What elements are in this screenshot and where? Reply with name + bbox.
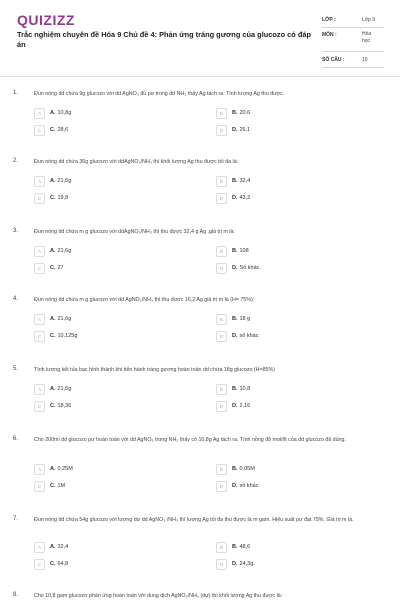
option-key: D. xyxy=(232,265,238,271)
option-letter-box: B xyxy=(216,384,227,395)
option-letter-box: C xyxy=(34,193,45,204)
option-key: B. xyxy=(232,178,238,184)
question-text: Đun nóng dd chứa m g glucozo với dd AgNO₃/NH₃ thì thu được 16,2 Ag giá trị m là (H= 75%): xyxy=(34,297,255,303)
answer-option-b[interactable] xyxy=(216,107,368,121)
option-key: A. xyxy=(50,178,56,184)
option-text: 28,6 xyxy=(57,127,69,133)
option-text: Số khác. xyxy=(239,265,261,271)
option-label xyxy=(232,386,250,392)
option-key: D. xyxy=(232,127,238,133)
option-label xyxy=(232,265,261,271)
answer-option-b[interactable] xyxy=(216,541,368,555)
option-label xyxy=(50,386,71,392)
answer-option-b[interactable] xyxy=(216,175,368,189)
option-text: 19,8 xyxy=(57,195,69,201)
option-text: 10,125g xyxy=(57,333,78,339)
answer-option-d[interactable] xyxy=(216,558,368,572)
option-key: C. xyxy=(50,333,56,339)
quizizz-logo: QUIZIZZ xyxy=(17,12,75,28)
option-key: A. xyxy=(50,248,56,254)
option-label xyxy=(232,195,250,201)
answer-option-d[interactable] xyxy=(216,262,368,276)
option-label xyxy=(50,561,68,567)
answer-option-b[interactable] xyxy=(216,245,368,259)
answer-option-a[interactable] xyxy=(34,313,186,327)
option-text: 10,8 xyxy=(239,386,251,392)
option-letter-box: C xyxy=(34,559,45,570)
option-letter-box: D xyxy=(216,559,227,570)
option-label xyxy=(50,110,71,116)
option-letter-box: D xyxy=(216,401,227,412)
option-label xyxy=(50,178,71,184)
answer-option-a[interactable] xyxy=(34,175,186,189)
option-letter-box: A xyxy=(34,464,45,475)
answer-option-c[interactable] xyxy=(34,124,186,138)
option-key: A. xyxy=(50,110,56,116)
option-label xyxy=(50,544,68,550)
option-text: 21,6g xyxy=(57,178,72,184)
question-number: 6. xyxy=(13,436,19,442)
option-letter-box: B xyxy=(216,314,227,325)
option-key: A. xyxy=(50,386,56,392)
option-letter-box: B xyxy=(216,108,227,119)
answer-option-d[interactable] xyxy=(216,124,368,138)
option-text: số khác xyxy=(239,333,259,339)
meta-panel xyxy=(322,12,384,68)
option-key: B. xyxy=(232,316,238,322)
answer-option-b[interactable] xyxy=(216,383,368,397)
option-letter-box: A xyxy=(34,314,45,325)
option-label xyxy=(232,248,249,254)
option-text: 48,6 xyxy=(239,544,251,550)
option-letter-box: B xyxy=(216,464,227,475)
option-text: 10,8g xyxy=(57,110,72,116)
option-text: 43,2 xyxy=(239,195,251,201)
option-letter-box: C xyxy=(34,125,45,136)
answer-option-a[interactable] xyxy=(34,541,186,555)
option-label xyxy=(50,466,73,472)
option-text: 21,6g xyxy=(57,386,72,392)
option-text: 20,6 xyxy=(239,110,251,116)
answer-option-d[interactable] xyxy=(216,330,368,344)
option-label xyxy=(50,248,71,254)
answer-option-c[interactable] xyxy=(34,400,186,414)
option-key: A. xyxy=(50,316,56,322)
answer-option-c[interactable] xyxy=(34,192,186,206)
option-text: 21,6g xyxy=(57,248,72,254)
answer-option-a[interactable] xyxy=(34,383,186,397)
meta-label: LỚP : xyxy=(322,17,336,23)
answer-option-b[interactable] xyxy=(216,313,368,327)
option-letter-box: A xyxy=(34,384,45,395)
option-text: 2,16 xyxy=(239,403,251,409)
question-text: Tính lượng kết tủa bạc hình thành khi tiến hành tráng gương hoàn toàn dd chứa 18g glucozo (H=85%) xyxy=(34,367,275,373)
option-text: 18,36 xyxy=(57,403,72,409)
option-letter-box: D xyxy=(216,125,227,136)
answer-option-c[interactable] xyxy=(34,262,186,276)
option-letter-box: C xyxy=(34,331,45,342)
option-text: 32,4 xyxy=(239,178,251,184)
option-label xyxy=(50,403,71,409)
option-text: 24,3g. xyxy=(239,561,255,567)
question-text: Đun nóng dd chứa 54g glucozo với lượng dư dd AgNO₃ /NH₃ thì lượng Ag tối đa thu được là m gam. Hiệu suất pư đạt 75%. Giá trị m là. xyxy=(34,517,354,523)
page-title: Trắc nghiệm chuyên đề Hóa 9 Chủ đề 4: Phản ứng tráng gương của glucozo có đáp án xyxy=(17,30,311,49)
answer-option-d[interactable] xyxy=(216,480,368,494)
option-text: số khác xyxy=(239,483,259,489)
meta-value: Lớp 9 xyxy=(362,17,376,23)
option-label xyxy=(232,544,250,550)
question-number: 5. xyxy=(13,366,19,372)
header-divider xyxy=(0,76,400,77)
option-key: A. xyxy=(50,466,56,472)
option-key: C. xyxy=(50,483,56,489)
option-key: C. xyxy=(50,403,56,409)
question-number: 1. xyxy=(13,90,19,96)
option-letter-box: D xyxy=(216,481,227,492)
option-label xyxy=(232,333,258,339)
option-key: C. xyxy=(50,561,56,567)
option-label xyxy=(50,195,68,201)
option-label xyxy=(232,110,250,116)
answer-option-a[interactable] xyxy=(34,245,186,259)
answer-option-a[interactable] xyxy=(34,463,186,477)
option-text: 32,4 xyxy=(57,544,69,550)
option-key: D. xyxy=(232,403,238,409)
meta-value: 10 xyxy=(362,57,368,63)
option-label xyxy=(232,316,250,322)
option-label xyxy=(50,333,77,339)
option-letter-box: C xyxy=(34,263,45,274)
option-text: 108 xyxy=(239,248,249,254)
meta-value: Hóa học xyxy=(362,31,372,44)
option-text: 0,05M xyxy=(239,466,255,472)
option-letter-box: A xyxy=(34,176,45,187)
option-key: B. xyxy=(232,110,238,116)
option-label xyxy=(50,265,64,271)
option-label xyxy=(50,127,68,133)
option-key: C. xyxy=(50,195,56,201)
option-key: D. xyxy=(232,483,238,489)
option-letter-box: A xyxy=(34,542,45,553)
question-number: 8. xyxy=(13,592,19,598)
option-key: B. xyxy=(232,466,238,472)
option-letter-box: D xyxy=(216,263,227,274)
meta-label: SỐ CÂU : xyxy=(322,57,345,63)
option-text: 26,1 xyxy=(239,127,251,133)
option-letter-box: B xyxy=(216,246,227,257)
option-key: C. xyxy=(50,127,56,133)
question-number: 2. xyxy=(13,158,19,164)
option-text: 21,6g xyxy=(57,316,72,322)
question-text: Đun nóng dd chứa 9g glucozo với dd AgNO₃ đủ pư trong dd NH₃ thấy Ag tách ra. Tính lượng Ag thu được. xyxy=(34,91,285,97)
answer-option-a[interactable] xyxy=(34,107,186,121)
question-text: Đun nóng dd chứa 36g glucozo với ddAgNO₃/NH₃ thì khối lượng Ag thu được tối đa là: xyxy=(34,159,239,165)
option-key: D. xyxy=(232,333,238,339)
option-label xyxy=(232,561,255,567)
option-letter-box: A xyxy=(34,108,45,119)
option-label xyxy=(232,178,250,184)
option-text: 64,8 xyxy=(57,561,69,567)
question-text: Cho 10,8 gam glucozơ phản ứng hoàn toàn với dung dịch AgNO₃/NH₃ (dư) thì khối lượng Ag thu được là: xyxy=(34,593,283,599)
meta-row-class xyxy=(322,12,384,28)
answer-option-c[interactable] xyxy=(34,558,186,572)
option-label xyxy=(232,483,258,489)
answer-option-d[interactable] xyxy=(216,400,368,414)
worksheet-header xyxy=(0,0,400,75)
question-number: 7. xyxy=(13,516,19,522)
option-label xyxy=(232,127,250,133)
question-text: Đun nóng dd chứa m g glucozo với ddAgNO₃/NH₃ thì thu được 32,4 g Ag .giá trị m là: xyxy=(34,229,235,235)
option-letter-box: B xyxy=(216,542,227,553)
question-number: 3. xyxy=(13,228,19,234)
meta-label: MÔN : xyxy=(322,32,337,38)
option-key: B. xyxy=(232,386,238,392)
meta-row-count xyxy=(322,52,384,68)
option-key: D. xyxy=(232,195,238,201)
option-text: 0,25M xyxy=(57,466,73,472)
option-label xyxy=(50,483,65,489)
option-text: 1M xyxy=(57,483,66,489)
option-label xyxy=(232,466,255,472)
option-letter-box: D xyxy=(216,331,227,342)
option-key: D. xyxy=(232,561,238,567)
question-number: 4. xyxy=(13,296,19,302)
question-text: Cho 200ml dd glucozo pư hoàn toàn với dd AgNO₃ trong NH₃ thấy có 10,8g Ag tách ra. Tính nồng độ mol/lít của dd glucozo đã dùng. xyxy=(34,437,346,443)
option-key: B. xyxy=(232,248,238,254)
meta-row-subject xyxy=(322,28,384,52)
option-key: B. xyxy=(232,544,238,550)
answer-option-b[interactable] xyxy=(216,463,368,477)
option-letter-box: C xyxy=(34,401,45,412)
option-text: 18 g xyxy=(239,316,251,322)
option-key: C. xyxy=(50,265,56,271)
option-label xyxy=(232,403,250,409)
option-key: A. xyxy=(50,544,56,550)
answer-option-c[interactable] xyxy=(34,330,186,344)
option-letter-box: A xyxy=(34,246,45,257)
option-label xyxy=(50,316,71,322)
answer-option-d[interactable] xyxy=(216,192,368,206)
option-letter-box: D xyxy=(216,193,227,204)
option-letter-box: C xyxy=(34,481,45,492)
answer-option-c[interactable] xyxy=(34,480,186,494)
option-text: 27 xyxy=(57,265,64,271)
option-letter-box: B xyxy=(216,176,227,187)
